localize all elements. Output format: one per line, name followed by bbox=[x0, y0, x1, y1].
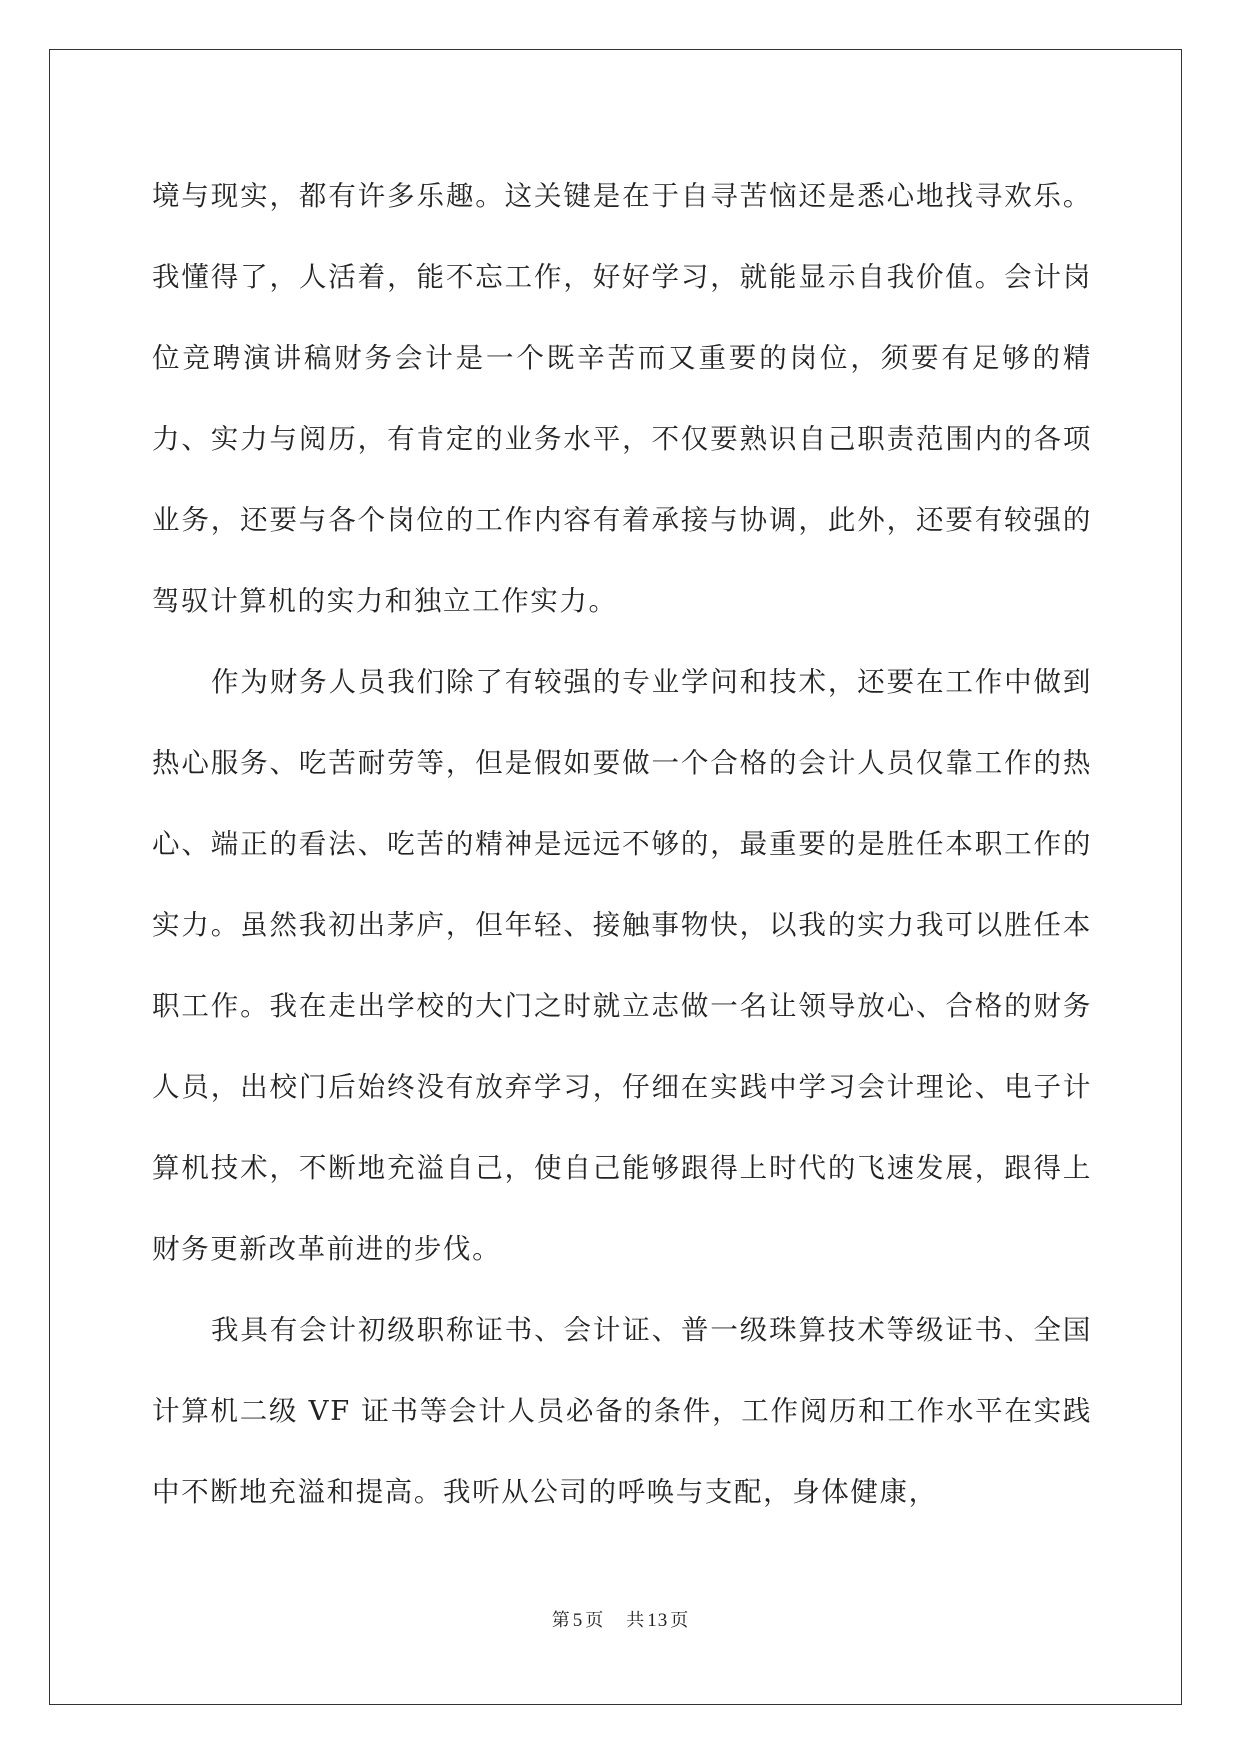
text-line: 实力我可以胜任本职工作。我在走出学校的大门之时就立志做一名让 bbox=[152, 909, 1092, 1022]
total-pages: 13 bbox=[647, 1610, 669, 1631]
text-line: 范围内的各项业务，还要与各个岗位的工作内容有着承接与协调，此 bbox=[152, 423, 1092, 536]
text-line: 全国计算机二级 VF 证书等会计人员必备的条件，工作阅历和工作水平 bbox=[152, 1314, 1092, 1427]
text-line: 践中学习会计理论、电子计算机技术，不断地充溢自己，使自己能够 bbox=[152, 1071, 1093, 1184]
page-footer bbox=[0, 1606, 1241, 1632]
text-line: 工作的热心、端正的看法、吃苦的精神是远远不够的，最重要的是胜 bbox=[152, 747, 1092, 860]
text-line: 作为财务人员我们除了有较强的专业学问和技术，还要在工作中 bbox=[211, 666, 1034, 698]
text-line: 乐。我懂得了，人活着，能不忘工作，好好学习，就能显示自我价值。 bbox=[152, 180, 1092, 293]
text-line: 在实践中不断地充溢和提高。我听从公司的呼唤与支配，身体健康， bbox=[152, 1395, 1092, 1508]
page-number: 5 bbox=[572, 1610, 584, 1631]
paragraph bbox=[152, 156, 1092, 642]
text-line: 境与现实，都有许多乐趣。这关键是在于自寻苦恼还是悉心地找寻欢 bbox=[152, 180, 1034, 212]
paragraph bbox=[152, 1290, 1092, 1533]
text-line: 外，还要有较强的驾驭计算机的实力和独立工作实力。 bbox=[152, 504, 1092, 617]
paragraph bbox=[152, 642, 1092, 1290]
document-body bbox=[152, 156, 1092, 1533]
text-line: 会计岗位竞聘演讲稿财务会计是一个既辛苦而又重要的岗位，须要有 bbox=[152, 261, 1092, 374]
text-line: 做到热心服务、吃苦耐劳等，但是假如要做一个合格的会计人员仅靠 bbox=[152, 666, 1092, 779]
text-line: 任本职工作的实力。虽然我初出茅庐，但年轻、接触事物快，以我的 bbox=[152, 828, 1092, 941]
text-line: 我具有会计初级职称证书、会计证、普一级珠算技术等级证书、 bbox=[211, 1314, 1034, 1346]
total-label-suffix: 页 bbox=[670, 1610, 690, 1631]
page-label-prefix: 第 bbox=[551, 1610, 571, 1631]
text-line: 领导放心、合格的财务人员，出校门后始终没有放弃学习，仔细在实 bbox=[152, 990, 1093, 1103]
page-label-suffix: 页 bbox=[585, 1610, 605, 1631]
total-label-prefix: 共 bbox=[626, 1610, 646, 1631]
text-line: 跟得上时代的飞速发展，跟得上财务更新改革前进的步伐。 bbox=[152, 1152, 1092, 1265]
text-line: 足够的精力、实力与阅历，有肯定的业务水平，不仅要熟识自己职责 bbox=[152, 342, 1093, 455]
